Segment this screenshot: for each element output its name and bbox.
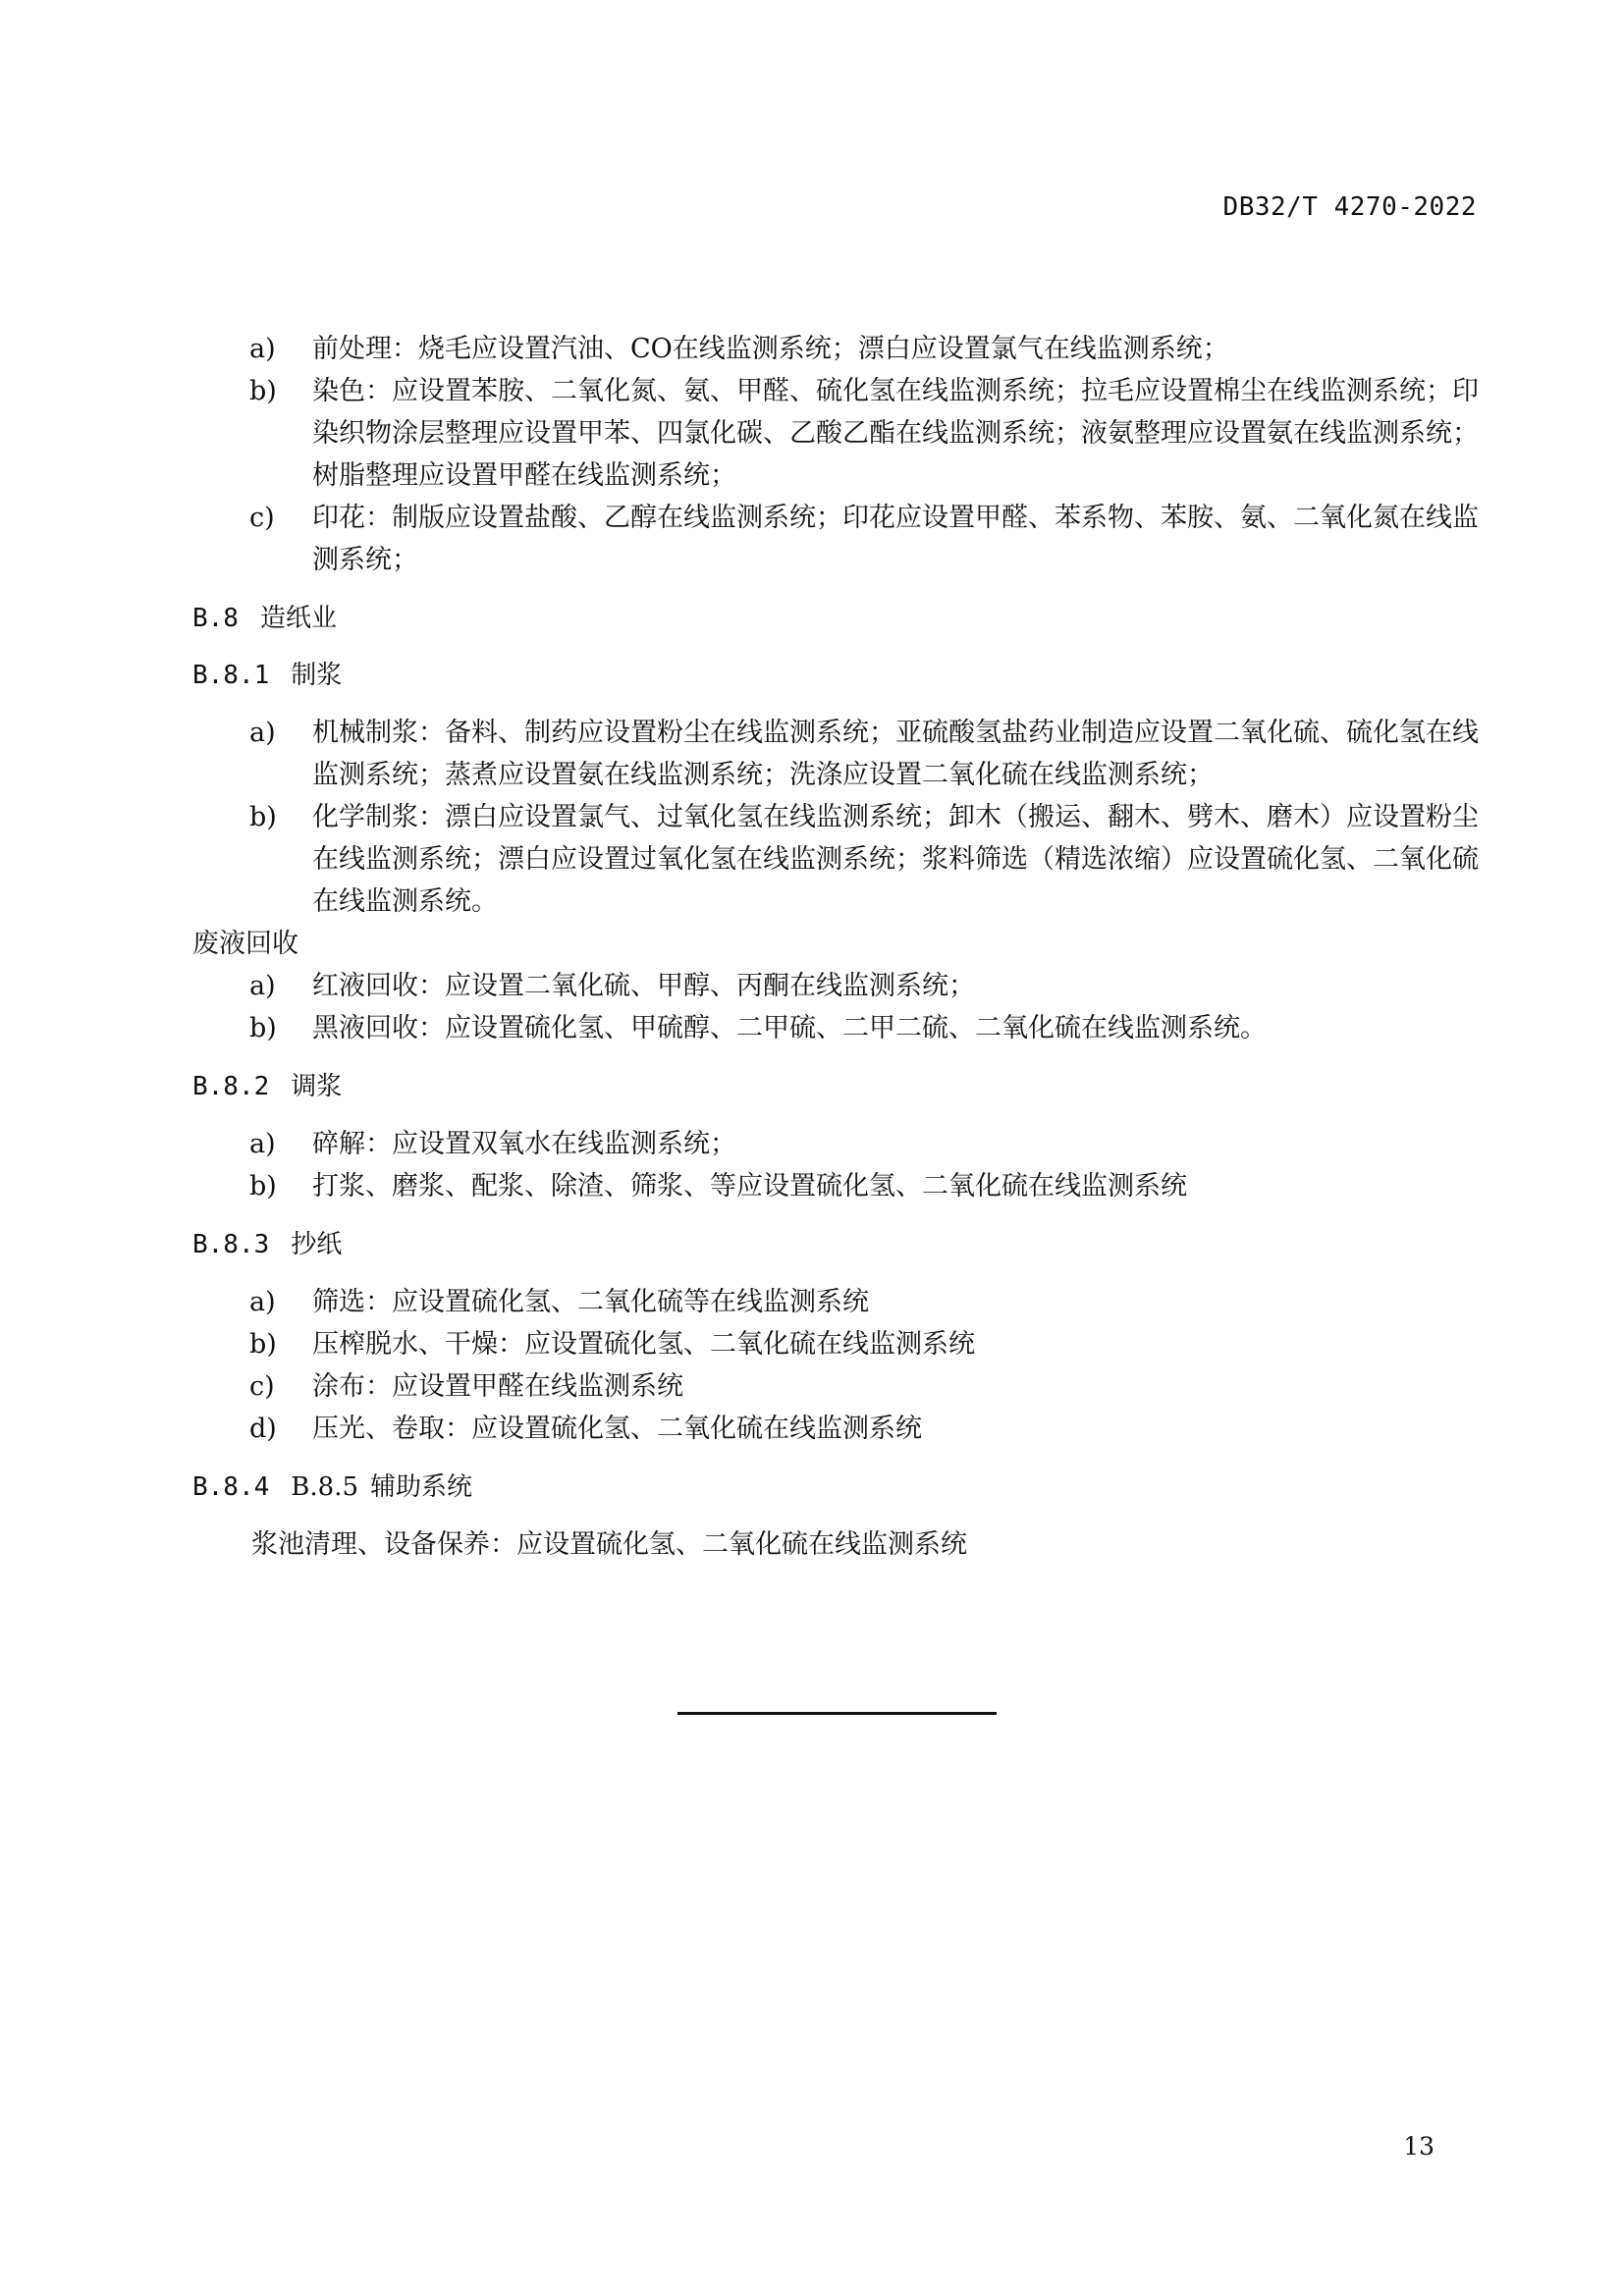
list-item-text: 化学制浆：漂白应设置氯气、过氧化氢在线监测系统；卸木（搬运、翻木、劈木、磨木）应设置粉尘在线监测系统；漂白应设置过氧化氢在线监测系统；浆料筛选（精选浓缩）应设置硫化氢、二氧化硫在线监测系统。 (312, 802, 1479, 917)
list-marker: c) (249, 503, 275, 533)
section-heading-b84 (192, 1468, 1479, 1507)
page-number: 13 (1403, 2132, 1435, 2161)
list-item-text: 碎解：应设置双氧水在线监测系统； (312, 1129, 736, 1159)
section-number: B.8.3 (192, 1230, 270, 1259)
section-title: 造纸业 (259, 604, 337, 633)
list-item-text: 印花：制版应设置盐酸、乙醇在线监测系统；印花应设置甲醛、苯系物、苯胺、氨、二氧化氮在线监测系统； (312, 503, 1479, 575)
list-marker: b) (249, 1329, 277, 1360)
section-number: B.8.2 (192, 1072, 270, 1101)
list-item (192, 965, 1479, 1007)
list-item (192, 497, 1479, 581)
list-marker: a) (249, 1287, 276, 1317)
section-title: 抄纸 (291, 1230, 343, 1259)
end-rule (677, 1712, 997, 1715)
section-title: 制浆 (291, 661, 343, 690)
section-number: B.8.1 (192, 661, 270, 690)
list-item-text: 压光、卷取：应设置硫化氢、二氧化硫在线监测系统 (312, 1414, 922, 1444)
section-heading-b83 (192, 1225, 1479, 1264)
list-marker: b) (249, 1171, 277, 1201)
list-item-text: 机械制浆：备料、制药应设置粉尘在线监测系统；亚硫酸氢盐药业制造应设置二氧化硫、硫化氢在线监测系统；蒸煮应设置氨在线监测系统；洗涤应设置二氧化硫在线监测系统； (312, 718, 1479, 790)
list-item-text: 涂布：应设置甲醛在线监测系统 (312, 1371, 683, 1402)
section-number: B.8.4 (192, 1472, 270, 1502)
list-item (192, 328, 1479, 370)
list-marker: a) (249, 334, 276, 364)
list-item-text: 黑液回收：应设置硫化氢、甲硫醇、二甲硫、二甲二硫、二氧化硫在线监测系统。 (312, 1013, 1267, 1043)
document-body (192, 328, 1479, 1566)
list-item (192, 1323, 1479, 1365)
waste-recovery-label: 废液回收 (192, 929, 298, 959)
list-item (192, 1281, 1479, 1323)
section-heading-b81 (192, 656, 1479, 695)
list-marker: a) (249, 1129, 276, 1159)
list-item (192, 712, 1479, 796)
list-item-text: 红液回收：应设置二氧化硫、甲醇、丙酮在线监测系统； (312, 971, 975, 1001)
section-heading-b82 (192, 1067, 1479, 1106)
list-item (192, 1408, 1479, 1450)
list-marker: b) (249, 802, 277, 832)
list-item (192, 1365, 1479, 1408)
document-code: DB32/T 4270-2022 (1222, 192, 1477, 222)
section-number: B.8 (192, 604, 239, 633)
list-item-text: 打浆、磨浆、配浆、除渣、筛浆、等应设置硫化氢、二氧化硫在线监测系统 (312, 1171, 1187, 1201)
list-item (192, 1165, 1479, 1207)
list-marker: b) (249, 1013, 277, 1043)
list-item-text: 压榨脱水、干燥：应设置硫化氢、二氧化硫在线监测系统 (312, 1329, 975, 1360)
list-item (192, 796, 1479, 923)
list-item-text: 前处理：烧毛应设置汽油、CO在线监测系统；漂白应设置氯气在线监测系统； (312, 334, 1229, 364)
list-marker: d) (249, 1414, 277, 1444)
list-marker: a) (249, 718, 276, 748)
list-marker: a) (249, 971, 276, 1001)
list-item-text: 染色：应设置苯胺、二氧化氮、氨、甲醛、硫化氢在线监测系统；拉毛应设置棉尘在线监测系统；印染织物涂层整理应设置甲苯、四氯化碳、乙酸乙酯在线监测系统；液氨整理应设置氨在线监测系统；树脂整理应设置甲醛在线监测系统； (312, 376, 1479, 491)
list-item (192, 1007, 1479, 1049)
list-marker: c) (249, 1371, 275, 1402)
list-item (192, 370, 1479, 497)
list-item-text: 筛选：应设置硫化氢、二氧化硫等在线监测系统 (312, 1287, 869, 1317)
list-item (192, 1123, 1479, 1165)
paragraph: 浆池清理、设备保养：应设置硫化氢、二氧化硫在线监测系统 (251, 1529, 967, 1560)
section-title: 辅助系统 (370, 1472, 473, 1502)
subsection-number: B.8.5 (291, 1472, 359, 1502)
section-title: 调浆 (291, 1072, 343, 1101)
list-marker: b) (249, 376, 277, 406)
section-heading-b8 (192, 599, 1479, 638)
